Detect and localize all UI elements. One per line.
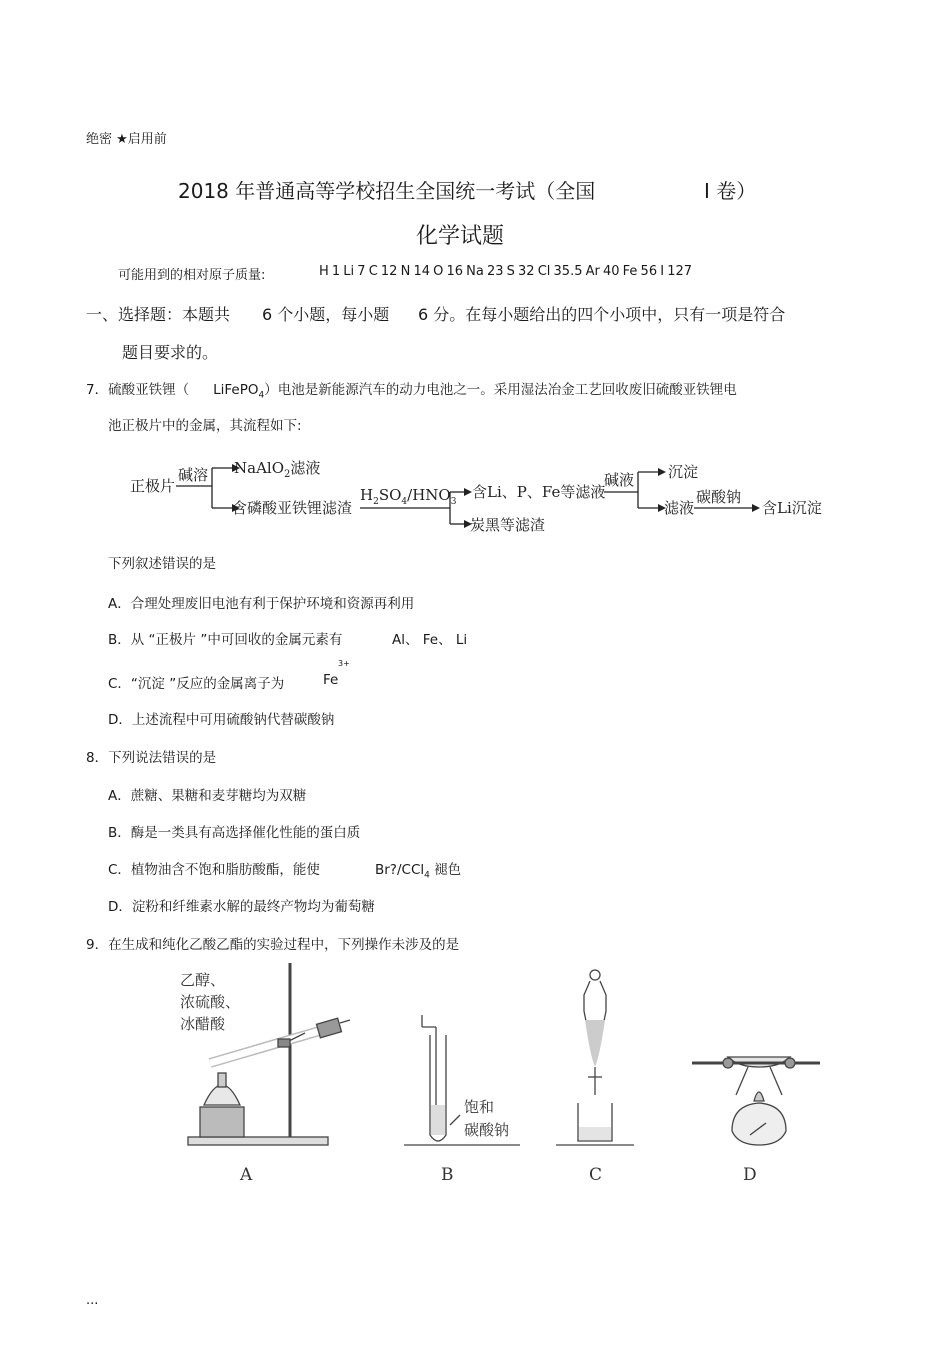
apparatus-a-label-1: 乙醇、	[180, 971, 226, 989]
atomic-mass-values: H 1 Li 7 C 12 N 14 O 16 Na 23 S 32 Cl 35.5 Ar 40 Fe 56 I 127	[319, 264, 693, 279]
secret-label: 绝密 ★启用前	[86, 132, 167, 147]
flow-step2-sub1: 2	[373, 497, 379, 507]
option-a-label: A	[240, 1165, 253, 1185]
flow-step1: 碱溶	[178, 466, 209, 484]
section-heading-b: 6 个小题，每小题	[262, 305, 390, 324]
flow-step2	[360, 486, 457, 507]
section-heading-c: 6 分。在每小题给出的四个小项中，只有一项是符合	[418, 305, 786, 324]
apparatus-d	[692, 1057, 820, 1145]
flow-out4: 炭黑等滤渣	[470, 516, 546, 534]
q8-option-c-sub: 4	[424, 870, 430, 881]
subject-title: 化学试题	[416, 224, 505, 249]
apparatus-a-label-2: 浓硫酸、	[180, 993, 241, 1011]
flow-out1	[234, 459, 320, 480]
q9-apparatus-figure	[160, 955, 820, 1190]
q8-option-a: A．蔗糖、果糖和麦芽糖均为双糖	[108, 788, 307, 804]
q8-option-d: D．淀粉和纤维素水解的最终产物均为葡萄糖	[108, 899, 375, 915]
flow-out1-sub: 2	[284, 469, 291, 480]
q8-option-c-b: Br?/CCl	[375, 862, 425, 878]
flow-start: 正极片	[130, 477, 176, 495]
flow-out1-b: 滤液	[290, 459, 321, 477]
section-heading-line2: 题目要求的。	[122, 343, 219, 362]
q8-stem: 8．下列说法错误的是	[86, 750, 217, 766]
q8-option-b: B．酶是一类具有高选择催化性能的蛋白质	[108, 825, 361, 841]
apparatus-a	[188, 963, 350, 1145]
apparatus-b-label-2: 碳酸钠	[464, 1121, 510, 1139]
q7-option-d: D．上述流程中可用硫酸钠代替碳酸钠	[108, 712, 335, 728]
exam-title-part-b: Ⅰ 卷）	[704, 179, 757, 203]
flow-step4: 碳酸钠	[696, 488, 742, 506]
flow-step2-b: SO	[378, 486, 402, 504]
flow-step2-sub2: 4	[401, 497, 408, 507]
q7-stem-a: 7．硫酸亚铁锂（	[86, 382, 190, 398]
q7-option-b-a: B．从 “正极片 ”中可回收的金属元素有	[108, 632, 343, 648]
q7-option-b-b: Al、 Fe、 Li	[392, 632, 468, 648]
flow-step2-sub3: 3	[450, 497, 457, 507]
apparatus-a-label-3: 冰醋酸	[180, 1015, 226, 1033]
exam-title-part-a: 2018 年普通高等学校招生全国统一考试（全国	[178, 179, 596, 203]
q7-option-c-sup: 3+	[338, 659, 350, 668]
section-heading-a: 一、选择题：本题共	[86, 305, 231, 324]
apparatus-c	[556, 970, 634, 1145]
atomic-mass-label: 可能用到的相对原子质量:	[118, 268, 266, 283]
flow-step2-c: /HNO	[407, 486, 451, 504]
q7-stem-b: ）电池是新能源汽车的动力电池之一。采用湿法冶金工艺回收废旧硫酸亚铁锂电	[264, 382, 737, 398]
q7-option-a: A．合理处理废旧电池有利于保护环境和资源再利用	[108, 596, 415, 612]
q8-option-c-a: C．植物油含不饱和脂肪酸酯，能使	[108, 862, 320, 878]
q7-option-c-b: Fe	[323, 672, 339, 688]
option-d-label: D	[743, 1165, 757, 1185]
q7-formula-sub: 4	[258, 390, 265, 401]
q7-stem	[86, 378, 737, 401]
flow-out3: 含Li、P、Fe等滤液	[472, 483, 606, 501]
q7-option-c-a: C．“沉淀 ”反应的金属离子为	[108, 676, 285, 692]
exam-title	[178, 175, 595, 204]
apparatus-b-label-1: 饱和	[464, 1098, 495, 1116]
flow-out7: 含Li沉淀	[762, 499, 822, 517]
q7-formula: LiFePO	[213, 382, 259, 398]
flow-out1-a: NaAlO	[234, 459, 284, 477]
option-b-label: B	[441, 1165, 454, 1185]
flow-out2: 含磷酸亚铁锂滤渣	[232, 499, 353, 517]
flow-out6: 滤液	[664, 499, 695, 517]
q8-option-c-c: 褪色	[434, 862, 462, 878]
q7-stem-line2: 池正极片中的金属，其流程如下:	[108, 418, 302, 434]
flow-step2-a: H	[360, 486, 374, 504]
q8-option-c-formula	[375, 858, 461, 881]
footer-ellipsis: ...	[86, 1293, 99, 1308]
q7-question: 下列叙述错误的是	[108, 556, 216, 572]
flow-step3: 碱液	[604, 471, 635, 489]
option-c-label: C	[589, 1165, 603, 1185]
q9-stem: 9．在生成和纯化乙酸乙酯的实验过程中，下列操作未涉及的是	[86, 937, 460, 953]
flow-out5: 沉淀	[668, 463, 699, 481]
q7-flowchart	[120, 452, 840, 536]
